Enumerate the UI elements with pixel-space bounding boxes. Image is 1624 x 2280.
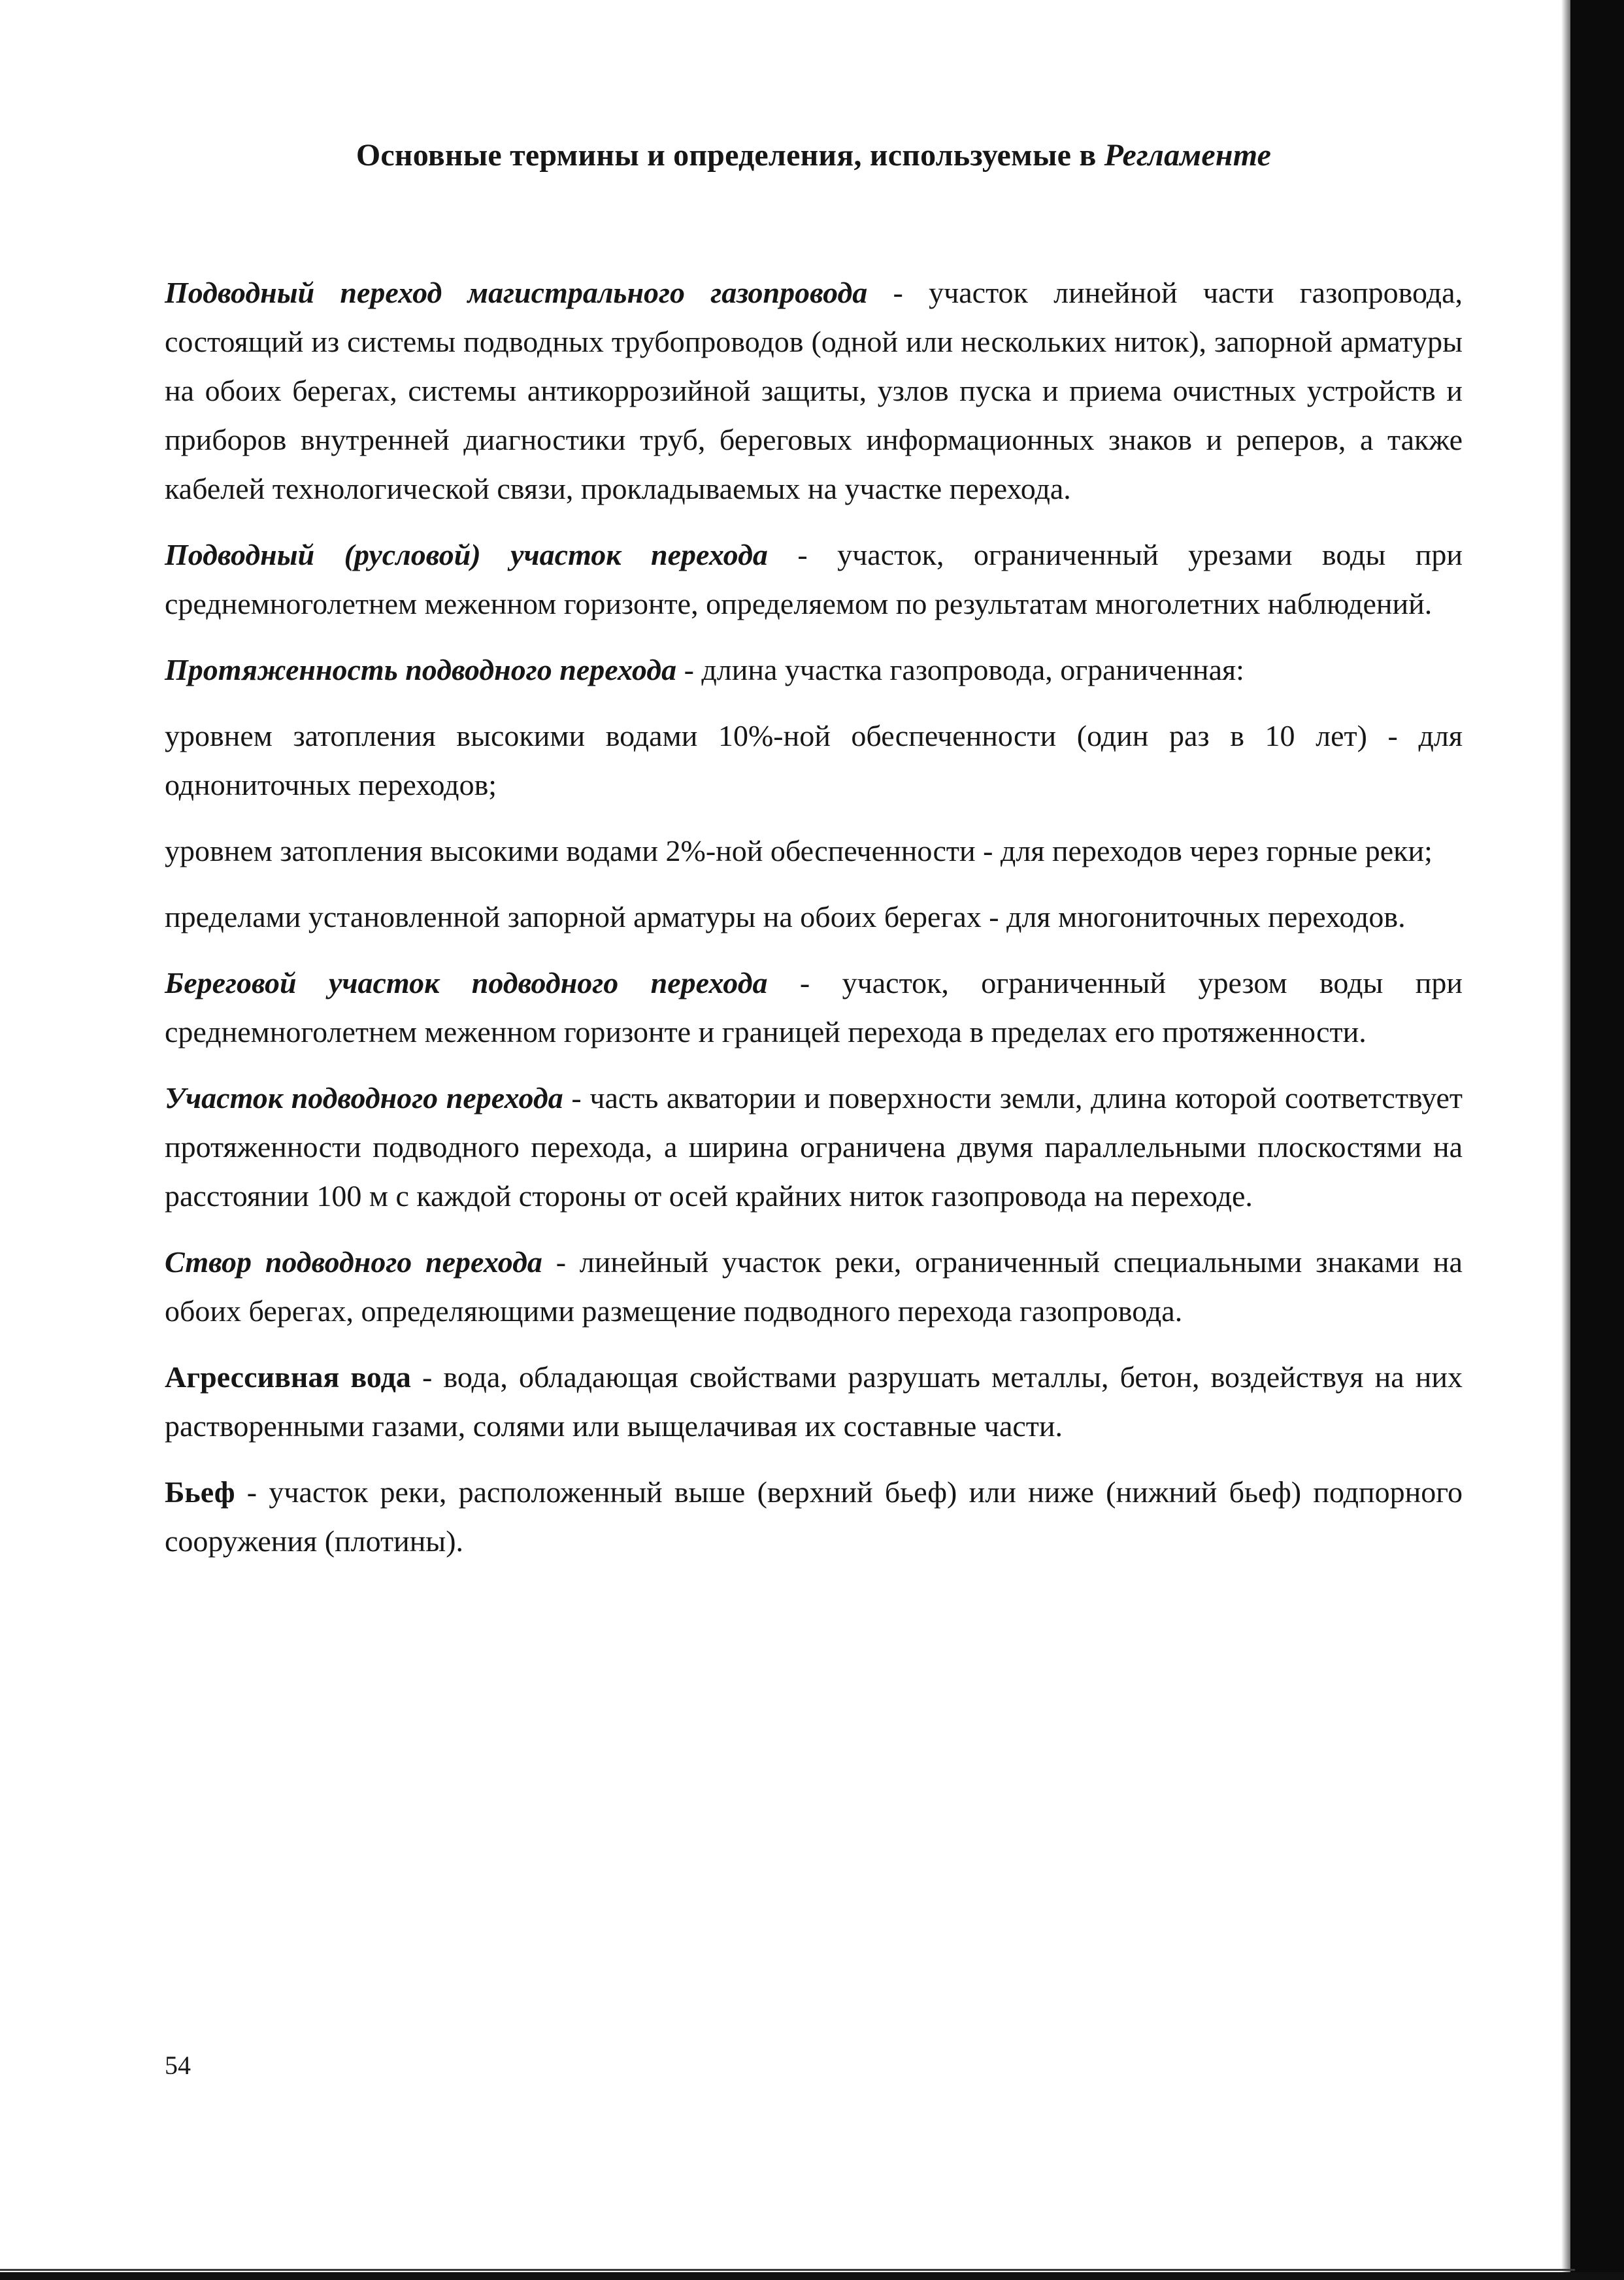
scan-shadow [1561, 0, 1570, 2280]
definition-separator: - [235, 1475, 269, 1509]
definition-term: Агрессивная вода [165, 1360, 411, 1394]
definition-item [165, 1352, 1463, 1450]
definition-term: Створ подводного перехода [165, 1245, 542, 1279]
definition-item [165, 1073, 1463, 1220]
definition-item [165, 268, 1463, 513]
definition-item [165, 530, 1463, 628]
definition-sub-item [165, 711, 1463, 809]
definition-text: уровнем затопления высокими водами 2%-ной обеспеченности - для переходов через горные реки; [165, 834, 1433, 867]
page-title-main: Основные термины и определения, используемые в [356, 138, 1104, 173]
definitions-list [165, 268, 1463, 1583]
page-title [163, 137, 1464, 173]
definition-text: линейный участок реки, ограниченный специальными знаками на обоих берегах, определяющими размещение подводного перехода газопровода. [165, 1245, 1463, 1328]
definition-term: Участок подводного перехода [165, 1081, 563, 1115]
definition-term: Бьеф [165, 1475, 235, 1509]
definition-separator: - [767, 966, 842, 999]
definition-item [165, 1237, 1463, 1335]
definition-item [165, 645, 1463, 694]
scan-border-bottom [0, 2272, 1624, 2280]
definition-term: Протяженность подводного перехода [165, 653, 677, 686]
definition-text: участок линейной части газопровода, состоящий из системы подводных трубопроводов (одной или нескольких ниток), запорной арматуры на обоих берегах, системы антикоррозийной защиты, узлов пуска и приема очистных устройств и приборов внутренней диагностики труб, береговых информационных знаков и реперов, а также кабелей технологической связи, прокладываемых на участке перехода. [165, 276, 1463, 505]
definition-term: Подводный (русловой) участок перехода [165, 538, 768, 571]
definition-separator: - [542, 1245, 580, 1279]
definition-separator: - [410, 1360, 444, 1394]
definition-text: участок, ограниченный урезами воды при среднемноголетнем меженном горизонте, определяемом по результатам многолетних наблюдений. [165, 538, 1463, 620]
definition-separator: - [676, 653, 702, 686]
definition-item [165, 1467, 1463, 1566]
definition-text: часть акватории и поверхности земли, длина которой соответствует протяженности подводного перехода, а ширина ограничена двумя параллельными плоскостями на расстоянии 100 м с каждой стороны от осей крайних ниток газопровода на переходе. [165, 1081, 1463, 1213]
definition-text: вода, обладающая свойствами разрушать металлы, бетон, воздействуя на них растворенными газами, солями или выщелачивая их составные части. [165, 1360, 1463, 1443]
definition-item [165, 958, 1463, 1056]
definition-text: участок, ограниченный урезом воды при среднемноголетнем меженном горизонте и границей перехода в пределах его протяженности. [165, 966, 1463, 1048]
definition-separator: - [563, 1081, 590, 1115]
definition-text: участок реки, расположенный выше (верхний бьеф) или ниже (нижний бьеф) подпорного сооружения (плотины). [165, 1475, 1463, 1558]
definition-text: длина участка газопровода, ограниченная: [701, 653, 1244, 686]
page-number: 54 [165, 2051, 191, 2080]
definition-separator: - [767, 538, 838, 571]
definition-separator: - [867, 276, 929, 309]
definition-text: уровнем затопления высокими водами 10%-ной обеспеченности (один раз в 10 лет) - для однониточных переходов; [165, 719, 1463, 801]
definition-term: Подводный переход магистрального газопровода [165, 276, 868, 309]
page-title-italic: Регламенте [1104, 138, 1272, 173]
definition-sub-item [165, 826, 1463, 875]
scan-line-bottom [0, 2269, 1575, 2271]
scan-border-right [1570, 0, 1624, 2280]
definition-term: Береговой участок подводного перехода [165, 966, 768, 999]
definition-text: пределами установленной запорной арматуры на обоих берегах - для многониточных переходов. [165, 900, 1406, 933]
definition-sub-item [165, 892, 1463, 941]
